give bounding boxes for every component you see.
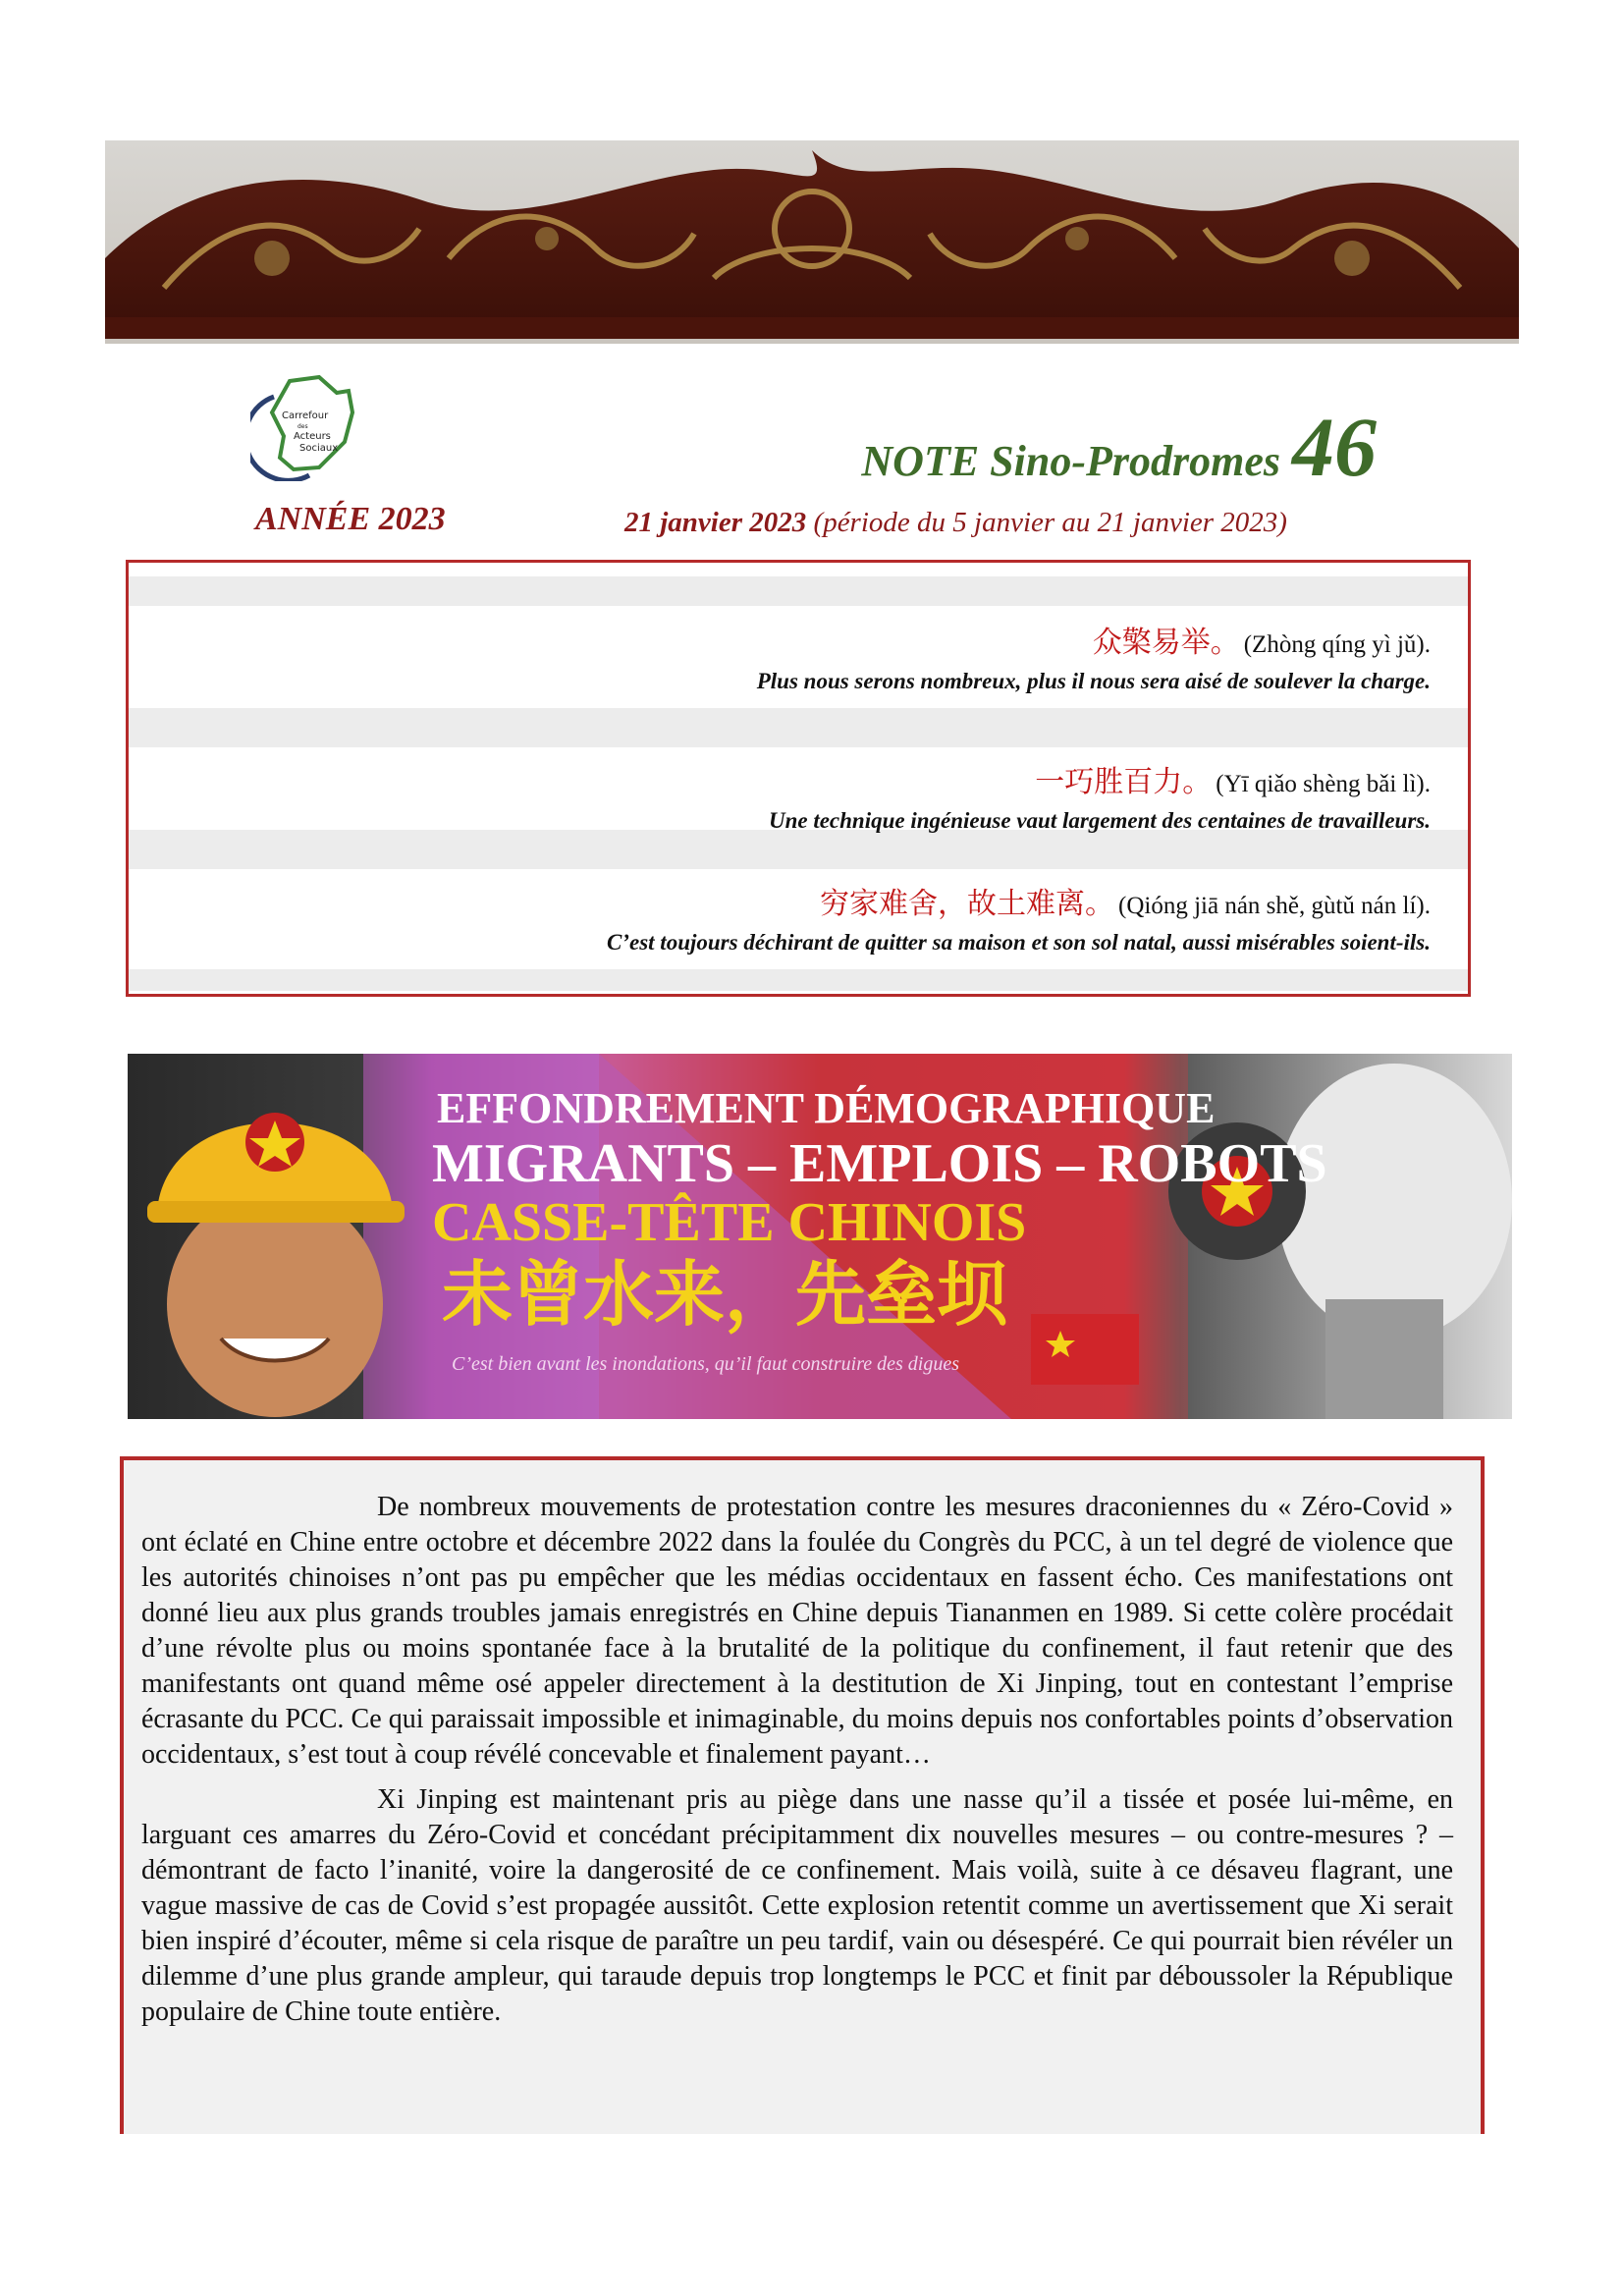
proverbs-box (126, 560, 1471, 997)
note-title-text: NOTE Sino-Prodromes (861, 437, 1280, 485)
proverb-3 (607, 879, 1431, 956)
article-paragraph-1: De nombreux mouvements de protestation contre les mesures draconiennes du « Zéro-Covid » ont éclaté en Chine entre octobre et décembre 2022 dans la foulée du Congrès du PCC, à un tel degré de violence que les autorités chinoises n’ont pas pu empêcher que les médias occidentaux en fassent écho. Ces manifestations ont donné lieu aux plus grands troubles jamais enregistrés en Chine depuis Tiananmen en 1989. Si cette colère procédait d’une révolte plus ou moins spontanée face à la brutalité de la politique du confinement, il faut retenir que des manifestants ont quand même osé appeler directement à la destitution de Xi Jinping, tout en contestant l’emprise écrasante du PCC. Ce qui paraissait impossible et inimaginable, du moins depuis nos confortables points d’observation occidentaux, s’est tout à coup révélé concevable et finalement payant… (141, 1492, 1453, 1770)
poster-image (128, 1054, 1512, 1419)
proverb-translation: Plus nous serons nombreux, plus il nous sera aisé de soulever la charge. (756, 669, 1431, 693)
stripe (129, 830, 1468, 869)
proverb-translation: C’est toujours déchirant de quitter sa maison et son sol natal, aussi misérables soient-ils. (607, 930, 1431, 955)
logo-text-3: Acteurs (294, 431, 331, 442)
proverb-2 (769, 757, 1431, 834)
logo-text-4: Sociaux (299, 443, 339, 454)
proverb-pinyin: (Yī qiǎo shèng bǎi lì). (1216, 771, 1431, 797)
poster-line-1: EFFONDREMENT DÉMOGRAPHIQUE (437, 1084, 1216, 1132)
cas-logo (250, 373, 383, 481)
proverb-chinese: 穷家难舍，故土难离。 (820, 887, 1114, 921)
note-number: 46 (1292, 400, 1377, 494)
stripe (129, 969, 1468, 991)
logo-text-1: Carrefour (282, 410, 329, 421)
poster-line-4: 未曾水来，先垒坝 (442, 1253, 1008, 1336)
stripe (129, 708, 1468, 747)
year-label: ANNÉE 2023 (255, 501, 446, 537)
proverb-chinese: 众檠易举。 (1092, 626, 1240, 660)
proverb-chinese: 一巧胜百力。 (1035, 765, 1213, 799)
proverb-pinyin: (Qióng jiā nán shě, gùtǔ nán lí). (1118, 893, 1431, 919)
note-title (861, 400, 1377, 494)
article-paragraph-2: Xi Jinping est maintenant pris au piège dans une nasse qu’il a tissée et posée lui-même, en larguant ces amarres du Zéro-Covid et concédant précipitamment dix nouvelles mesures – ou contre-mesures ? – démontrant de facto l’inanité, voire la dangerosité de ce confinement. Mais voilà, suite à ce désaveu flagrant, une vague massive de cas de Covid s’est propagée aussitôt. Cette explosion retentit comme un avertissement que Xi serait bien inspiré d’écouter, même si cela risque de paraître un peu tardif, vain ou désespéré. Ce qui pourrait bien révéler un dilemme d’une plus grande ampleur, qui taraude depuis trop longtemps le PCC et finit par déboussoler la République populaire de Chine toute entière. (141, 1784, 1453, 2027)
poster-line-3: CASSE-TÊTE CHINOIS (432, 1192, 1027, 1253)
issue-period: (période du 5 janvier au 21 janvier 2023) (813, 507, 1287, 538)
proverb-translation: Une technique ingénieuse vaut largement des centaines de travailleurs. (768, 808, 1431, 833)
date-line (624, 507, 1287, 539)
article-box (120, 1456, 1485, 2134)
stripe (129, 576, 1468, 606)
logo-text-2: des (297, 423, 308, 430)
carved-wood-banner (105, 140, 1519, 344)
poster-line-5: C’est bien avant les inondations, qu’il faut construire des digues (452, 1353, 959, 1375)
poster-line-2: MIGRANTS – EMPLOIS – ROBOTS (432, 1133, 1327, 1194)
proverb-pinyin: (Zhòng qíng yì jǔ). (1243, 631, 1431, 658)
issue-date: 21 janvier 2023 (624, 507, 807, 538)
proverb-1 (757, 618, 1431, 694)
